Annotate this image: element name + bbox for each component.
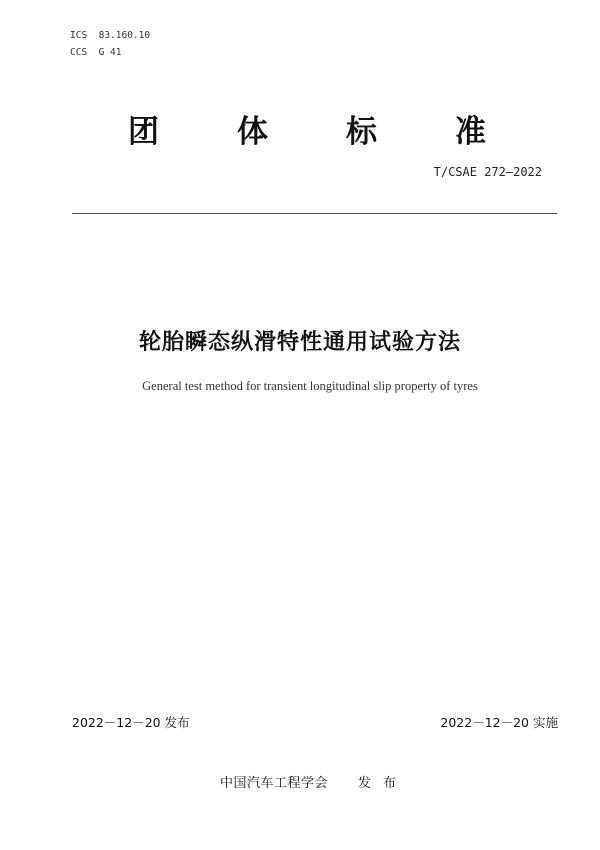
standard-type-char-1: 团 xyxy=(128,114,159,150)
publish-date: 2022－12－20 发布 xyxy=(72,715,190,730)
document-title-chinese: 轮胎瞬态纵滑特性通用试验方法 xyxy=(138,330,461,355)
classification-codes xyxy=(70,27,150,61)
ccs-code: CCS G 41 xyxy=(70,47,122,58)
header-divider xyxy=(72,213,557,214)
ics-code: ICS 83.160.10 xyxy=(70,30,151,41)
implement-date: 2022－12－20 实施 xyxy=(440,715,558,730)
standard-number: T/CSAE 272—2022 xyxy=(433,165,542,179)
standard-type-char-4: 准 xyxy=(455,114,486,150)
standard-type-heading xyxy=(0,110,600,154)
document-title-english: General test method for transient longitudinal slip property of tyres xyxy=(142,379,478,393)
standard-type-char-3: 标 xyxy=(346,114,377,150)
issuing-organization: 中国汽车工程学会 xyxy=(220,776,329,791)
issue-label: 发布 xyxy=(358,776,409,791)
standard-type-char-2: 体 xyxy=(237,114,268,150)
